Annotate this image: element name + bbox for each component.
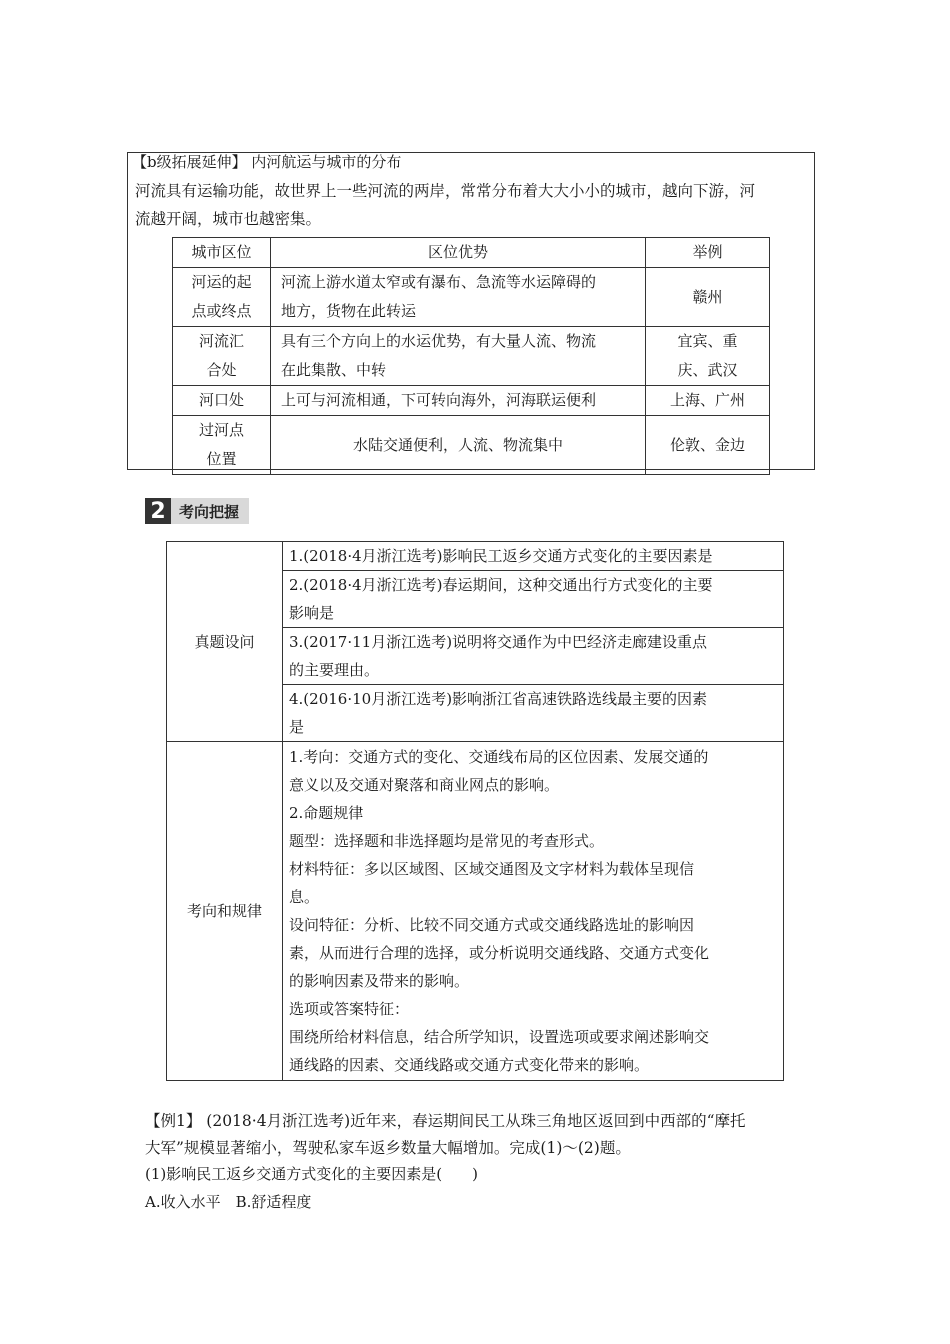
cell-advantage: 具有三个方向上的水运优势，有大量人流、物流 在此集散、中转 bbox=[271, 327, 646, 386]
table-row bbox=[167, 542, 784, 571]
cell-example: 伦敦、金边 bbox=[646, 416, 770, 475]
cell-example: 宜宾、重 庆、武汉 bbox=[646, 327, 770, 386]
cell-advantage: 上可与河流相通，下可转向海外，河海联运便利 bbox=[271, 386, 646, 416]
table-header-row bbox=[173, 238, 770, 268]
header-advantage: 区位优势 bbox=[271, 238, 646, 268]
cell-location: 河口处 bbox=[173, 386, 271, 416]
question-item: 1.(2018·4月浙江选考)影响民工返乡交通方式变化的主要因素是 bbox=[283, 542, 784, 571]
extension-intro-line1: 河流具有运输功能，故世界上一些河流的两岸，常常分布着大大小小的城市，越向下游，河 bbox=[135, 182, 756, 200]
city-location-table bbox=[172, 237, 770, 475]
cell-advantage: 河流上游水道太窄或有瀑布、急流等水运障碍的 地方，货物在此转运 bbox=[271, 268, 646, 327]
header-example: 举例 bbox=[646, 238, 770, 268]
question-item: 3.(2017·11月浙江选考)说明将交通作为中巴经济走廊建设重点 的主要理由。 bbox=[283, 628, 784, 685]
table-row bbox=[173, 416, 770, 475]
table-row bbox=[173, 327, 770, 386]
table-row bbox=[173, 268, 770, 327]
extension-title: 内河航运与城市的分布 bbox=[251, 153, 402, 171]
header-location: 城市区位 bbox=[173, 238, 271, 268]
cell-advantage: 水陆交通便利，人流、物流集中 bbox=[271, 416, 646, 475]
question-item: 2.(2018·4月浙江选考)春运期间，这种交通出行方式变化的主要 影响是 bbox=[283, 571, 784, 628]
example-line1: 【例1】 (2018·4月浙江选考)近年来，春运期间民工从珠三角地区返回到中西部的“摩托 bbox=[145, 1112, 746, 1130]
cell-location: 河流汇 合处 bbox=[173, 327, 271, 386]
extension-heading bbox=[132, 151, 401, 172]
example-line2: 大军”规模显著缩小，驾驶私家车返乡数量大幅增加。完成(1)～(2)题。 bbox=[145, 1139, 631, 1157]
question-item: 4.(2016·10月浙江选考)影响浙江省高速铁路选线最主要的因素 是 bbox=[283, 685, 784, 742]
cell-location: 河运的起 点或终点 bbox=[173, 268, 271, 327]
section-title: 考向把握 bbox=[171, 498, 249, 524]
table-row bbox=[167, 742, 784, 1081]
example-options: A.收入水平 B.舒适程度 bbox=[145, 1193, 312, 1211]
rules-cell: 1.考向：交通方式的变化、交通线布局的区位因素、发展交通的 意义以及交通对聚落和商业网点的影响。 2.命题规律 题型：选择题和非选择题均是常见的考查形式。 材料特征：多以区域图、区域交通图及文字材料为载体呈现信 息。 设问特征：分析、比较不同交通方式或交通线路选址的影响因 素，从而进行合理的选择，或分析说明交通线路、交通方式变化 的影响因素及带来的影响。 选项或答案特征： 围绕所给材料信息，结合所学知识，设置选项或要求阐述影响交 通线路的因素、交通线路或交通方式变化带来的影响。 bbox=[283, 742, 784, 1081]
cell-example: 赣州 bbox=[646, 268, 770, 327]
section-heading bbox=[145, 498, 249, 524]
exam-direction-table bbox=[166, 541, 784, 1081]
cell-example: 上海、广州 bbox=[646, 386, 770, 416]
table-row bbox=[173, 386, 770, 416]
example-question: (1)影响民工返乡交通方式变化的主要因素是( ) bbox=[145, 1165, 478, 1183]
extension-intro-line2: 流越开阔，城市也越密集。 bbox=[135, 210, 322, 228]
label-questions: 真题设问 bbox=[167, 542, 283, 742]
extension-tag: 【b级拓展延伸】 bbox=[132, 153, 247, 171]
label-rules: 考向和规律 bbox=[167, 742, 283, 1081]
cell-location: 过河点 位置 bbox=[173, 416, 271, 475]
section-number: 2 bbox=[145, 498, 171, 524]
